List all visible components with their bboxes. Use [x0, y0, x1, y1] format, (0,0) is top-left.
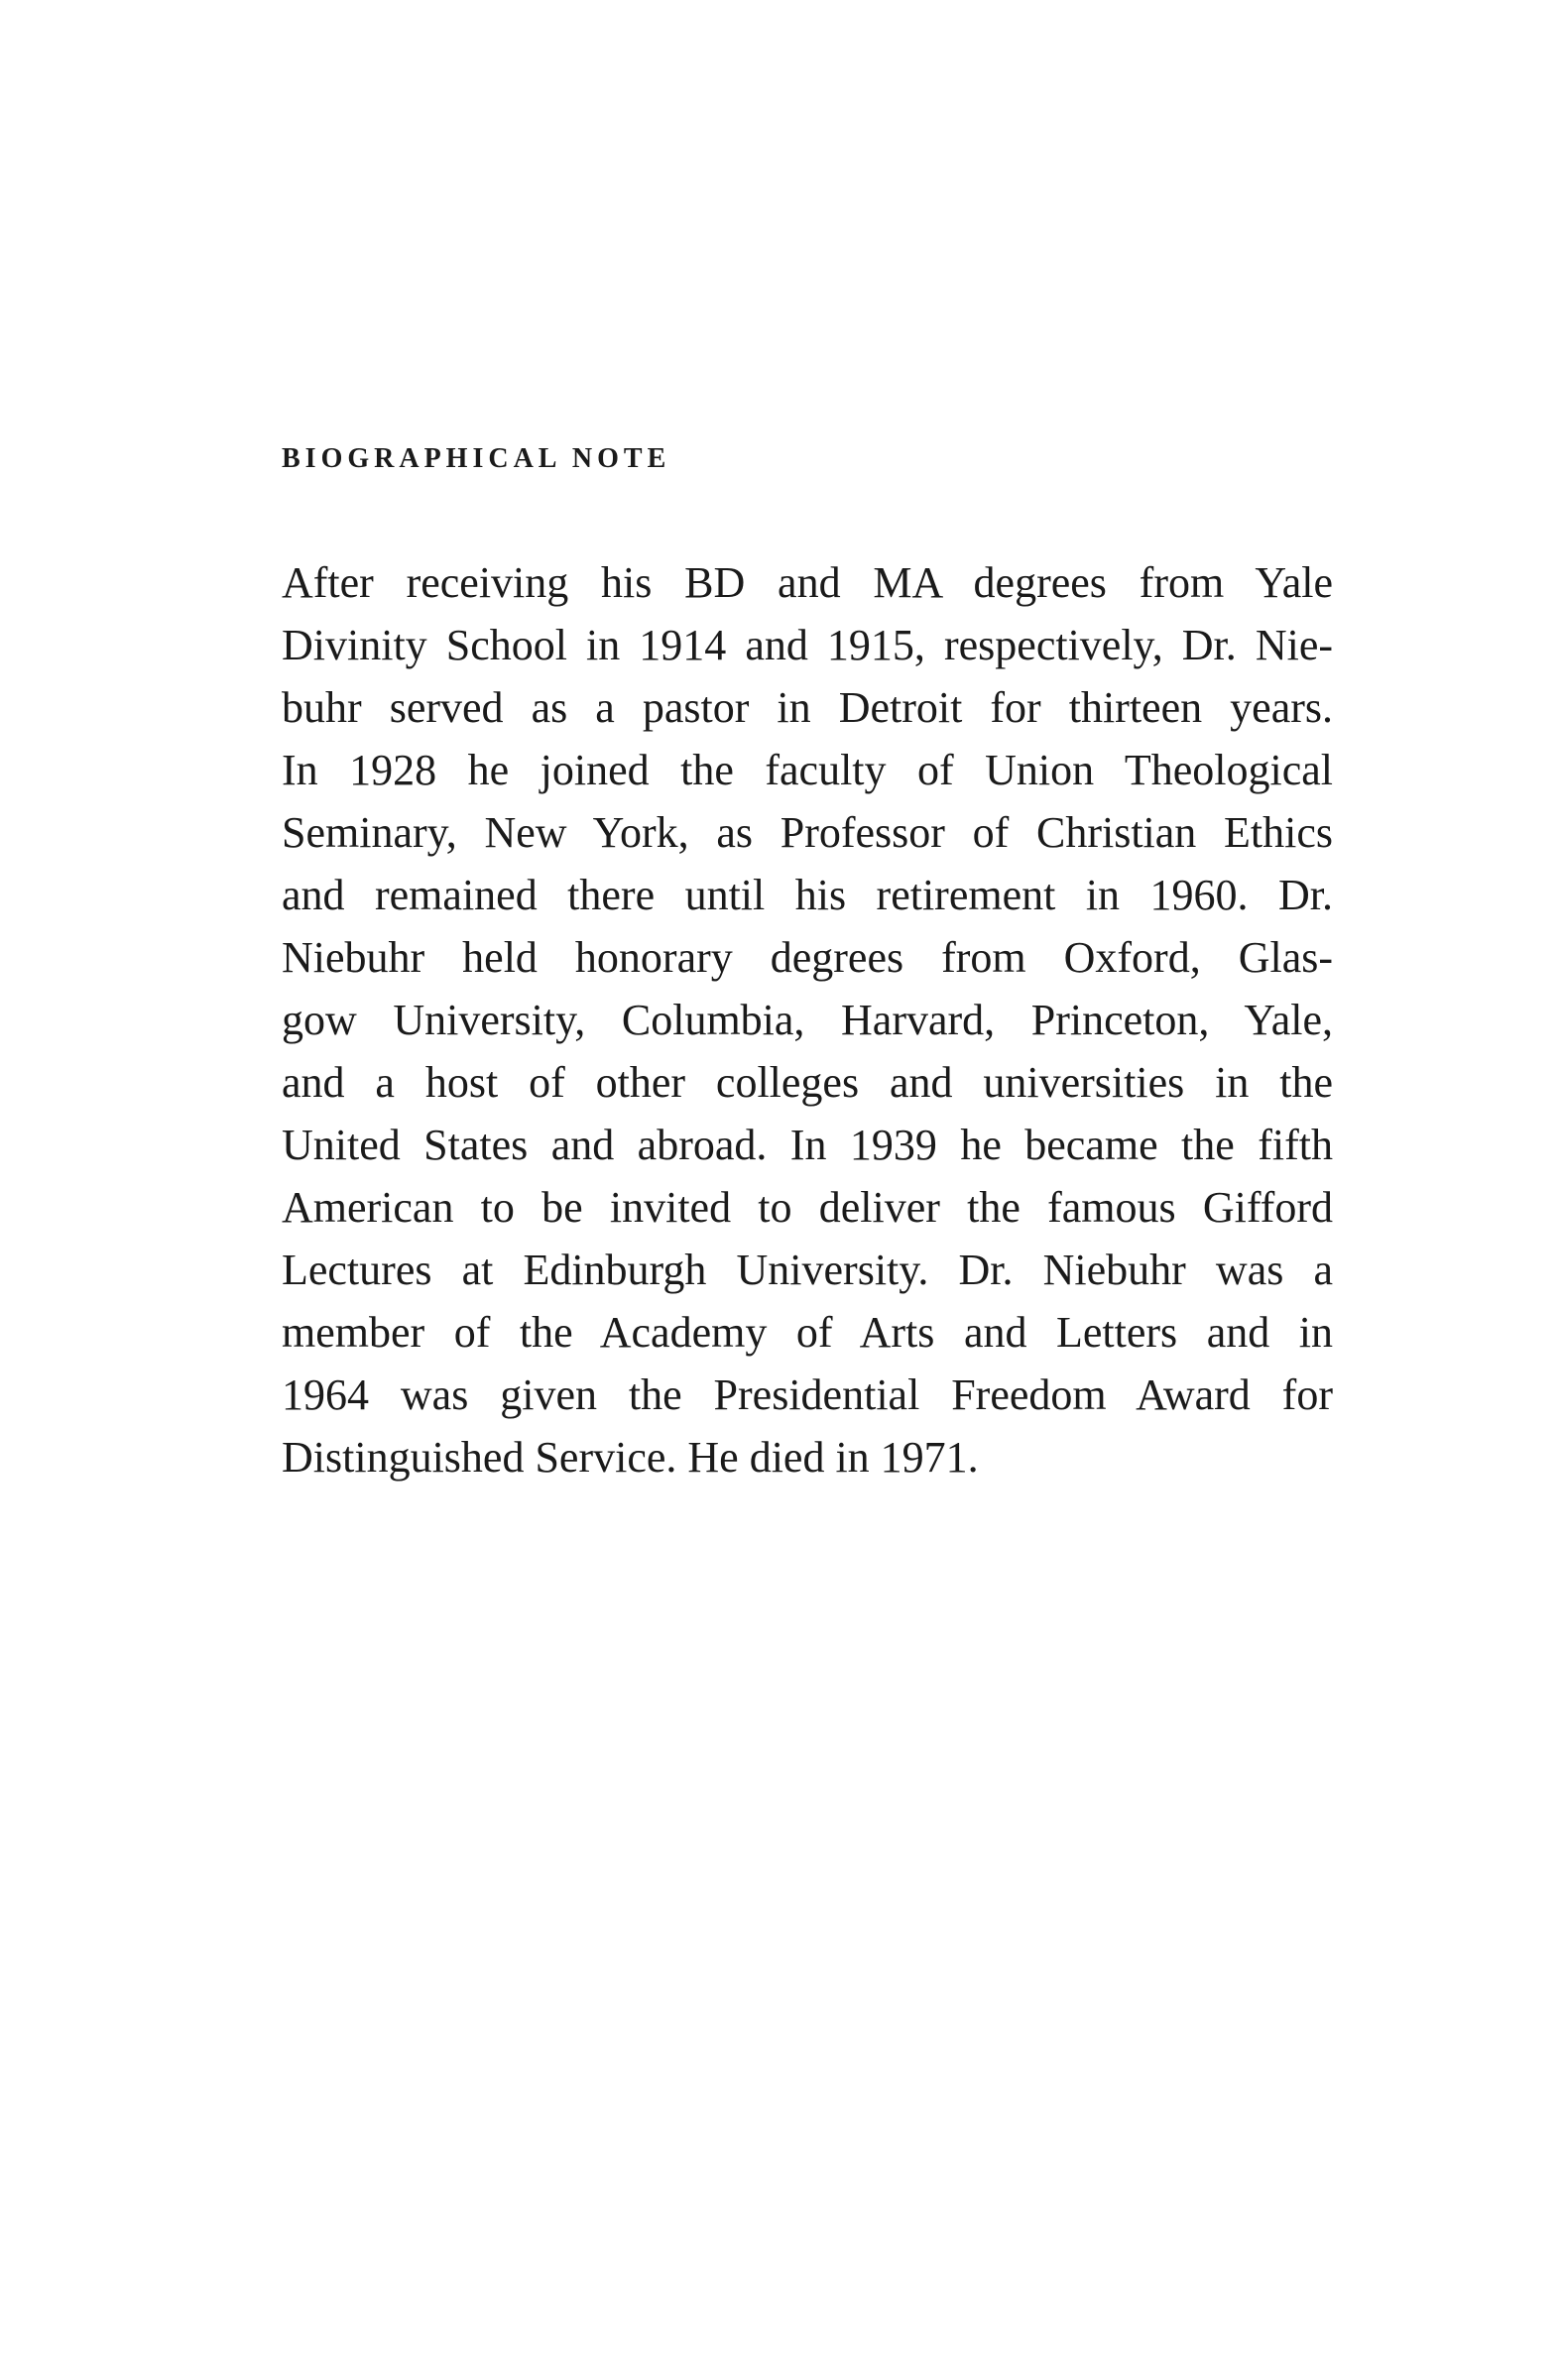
paragraph-line: and a host of other colleges and universities in the [282, 1058, 1333, 1107]
paragraph-line: gow University, Columbia, Harvard, Princeton, Yale, [282, 996, 1333, 1044]
paragraph-line: buhr served as a pastor in Detroit for thirteen years. [282, 683, 1333, 732]
paragraph-line: and remained there until his retirement in 1960. Dr. [282, 871, 1333, 919]
paragraph-line: member of the Academy of Arts and Letters and in [282, 1308, 1333, 1357]
paragraph-line: Lectures at Edinburgh University. Dr. Niebuhr was a [282, 1246, 1333, 1294]
paragraph-line: American to be invited to deliver the famous Gifford [282, 1183, 1333, 1232]
paragraph-line: United States and abroad. In 1939 he became the fifth [282, 1121, 1333, 1169]
paragraph-line: 1964 was given the Presidential Freedom Award for [282, 1370, 1333, 1419]
paragraph-line: After receiving his BD and MA degrees from Yale [282, 558, 1333, 607]
paragraph-line: Distinguished Service. He died in 1971. [282, 1433, 979, 1482]
paragraph-line: Niebuhr held honorary degrees from Oxford, Glas- [282, 933, 1333, 982]
paragraph-line: Divinity School in 1914 and 1915, respectively, Dr. Nie- [282, 621, 1333, 669]
biography-paragraph [282, 551, 1333, 1488]
paragraph-line: Seminary, New York, as Professor of Christian Ethics [282, 808, 1333, 857]
section-heading: BIOGRAPHICAL NOTE [282, 443, 671, 474]
paragraph-line: In 1928 he joined the faculty of Union Theological [282, 746, 1333, 794]
